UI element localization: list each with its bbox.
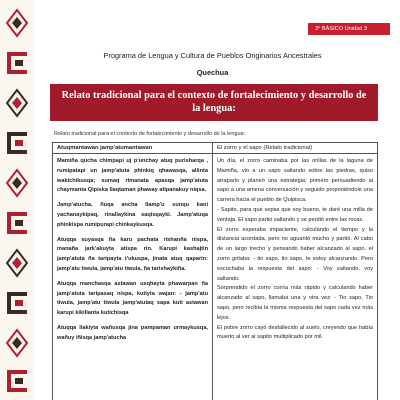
language-name: Quechua <box>196 68 229 77</box>
grade-unit-badge: 3° BÁSICO Unidad 3 <box>308 23 390 35</box>
andean-motif-icon <box>5 48 29 78</box>
andean-motif-icon <box>5 168 29 198</box>
andean-motif-icon <box>5 208 29 238</box>
header-quechua: Atuqmantawan jamp'atumantawan <box>53 143 213 153</box>
section-title: Relato tradicional para el contexto de fortalecimiento y desarrollo de la lengua: <box>61 90 367 114</box>
spanish-paragraph: Un día, el zorro caminaba por las orillas de la laguna de Mamiña, vio a un sapo saltando sobre las piedras, quiso atraparlo y planeó una estrategia; primero persuadiendo al sapo a una amena conversación y seguido proponiéndole una carrera hacia el pueblo de Quipisca. <box>217 158 373 204</box>
header-spanish: El zorro y el sapo (Relato tradicional) <box>217 145 313 151</box>
bilingual-story-table <box>52 142 378 400</box>
quechua-text-column <box>53 154 213 400</box>
section-title-banner <box>50 84 378 121</box>
andean-motif-icon <box>5 366 29 396</box>
andean-motif-icon <box>5 8 29 38</box>
table-caption: Relato tradicional para el contexto de fortalecimiento y desarrollo de la lengua: <box>54 131 246 137</box>
spanish-paragraph: El pobre zorro cayó desfallecido al suelo, creyendo que había muerto al ver al sapito multiplicado por mil. <box>217 324 373 341</box>
andean-motif-icon <box>5 128 29 158</box>
quechua-paragraph: Atuqqa suyasqa ña karu pachata rishanña nispa, manaña jark'akuyta atispa rin. Karupi kashajtin jamp'atuta ña taripayta t'ukuspa, jinata atuq qaparin: jamp'atu tiwula, jamp'atu tiwula, ña tarishaykiña. <box>57 236 208 272</box>
program-title: Programa de Lengua y Cultura de Pueblos Originarios Ancestrales <box>103 51 322 60</box>
andean-motif-icon <box>5 88 29 118</box>
quechua-paragraph: Atuqqa llakiyta wañusqa jina pampaman urmaykusqa, wañuy iñisqa jamp'atucha <box>57 324 208 341</box>
spanish-paragraph: El zorro esperaba impaciente, calculando el tiempo y la distancia acordada, pero no aguantó mucho y partió. Al cabo de un largo trecho y pensando haber alcanzado al sapo, el zorro gritaba: - tio sapo, tio sapo, te estoy alcanzando. Pero escuchaba la respuesta del sapo: - Voy saltando, voy saltando. <box>217 226 373 282</box>
andean-motif-icon <box>5 288 29 318</box>
table-header-row <box>53 143 377 154</box>
spanish-text-column <box>213 154 377 400</box>
quechua-paragraph: Jamp'atucha, ñuqa ancha llamp'u sunqu kani yachanaykipaq, rinallaykina saqisqayki. Jamp'atuqa phinkispa rumipurapi chinkaykusqa. <box>57 202 208 228</box>
table-body-row <box>53 154 377 400</box>
andean-motif-icon <box>5 328 29 358</box>
andean-motif-icon <box>5 248 29 278</box>
quechua-paragraph: Mamiña qucha chimpapi uj p'unchay atuq purisharqa , rumipatapi un jamp'atuta phinkiq qhawasqa, allinta wakichikusqa; sumaq rimanata apasqa jamp'atuta chaymanta Qipiska llaqtaman phaway atipanakuy niqsa. <box>57 158 208 194</box>
quechua-paragraph: Atuqqa manchasqa astawan usqhayta phawarpan ña jamp'atuta taripasaq nispa, kutiyta wajan: - jamp'atu tiwula, jamp'atu tiwula jamp'atutaq sapa kuti astawan karupi kikillanta kutichisqa <box>57 280 208 317</box>
spanish-paragraph: - Sapito, para que sepas que soy bueno, te daré una milla de ventaja. El sapo partió saltando y se perdió entre las rocas. <box>217 206 373 223</box>
decorative-border <box>0 0 34 400</box>
spanish-paragraph: Sorprendido el zorro corría más rápido y calculando haber alcanzado al sapo, llamaba una y otra vez: - Tio sapo, Tio sapo, pero recibía la misma respuesta del sapo cada vez más lejos. <box>217 285 373 321</box>
